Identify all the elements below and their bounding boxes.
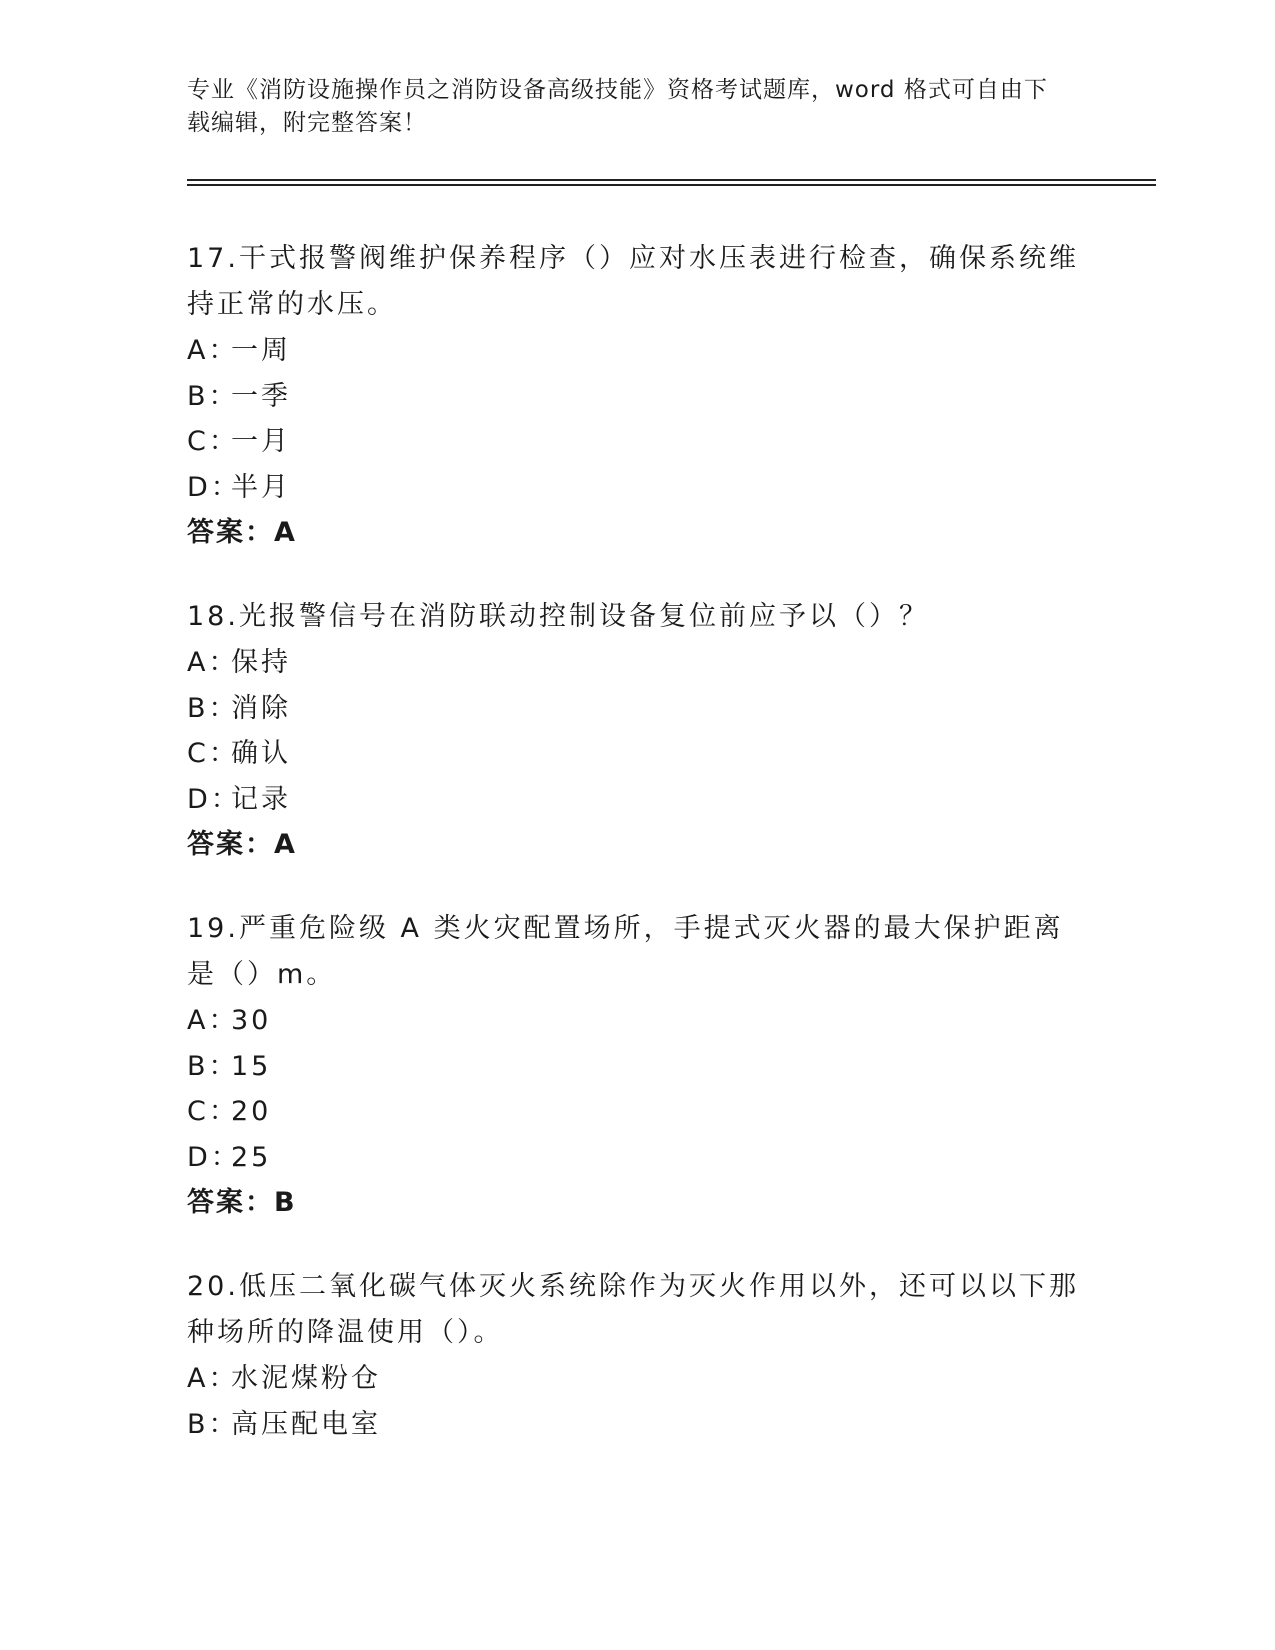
option-letter: C： [187, 738, 239, 769]
option-b [187, 1402, 1087, 1448]
option-b [187, 374, 1087, 420]
option-letter: B： [187, 1050, 239, 1082]
option-text: 15 [231, 1050, 272, 1082]
question-stem: 18.光报警信号在消防联动控制设备复位前应予以（）？ [187, 601, 929, 632]
option-b [187, 686, 1087, 732]
question-stem: 19.严重危险级 A 类火灾配置场所，手提式灭火器的最大保护距离是（）m。 [187, 913, 1064, 990]
option-a [187, 328, 1087, 374]
option-b [187, 1044, 1087, 1090]
option-text: 一月 [231, 426, 291, 457]
option-text: 记录 [231, 783, 291, 815]
option-letter: C： [187, 426, 239, 457]
option-letter: D： [187, 471, 241, 503]
answer-line: 答案：A [187, 829, 297, 860]
option-letter: A： [187, 1363, 239, 1394]
option-text: 一周 [231, 335, 291, 366]
option-text: 20 [231, 1096, 272, 1127]
option-letter: B： [187, 380, 239, 412]
question-item [187, 236, 1087, 556]
option-d [187, 465, 1087, 511]
question-item [187, 1264, 1087, 1447]
option-c [187, 1089, 1087, 1135]
option-letter: C： [187, 1096, 239, 1127]
question-item [187, 594, 1087, 868]
header-divider-top [187, 179, 1156, 181]
question-stem: 17.干式报警阀维护保养程序（）应对水压表进行检查，确保系统维持正常的水压。 [187, 243, 1079, 320]
question-item [187, 906, 1087, 1226]
answer-line: 答案：A [187, 517, 297, 548]
option-text: 一季 [231, 380, 291, 412]
option-a [187, 1356, 1087, 1402]
answer-line: 答案：B [187, 1187, 297, 1218]
option-a [187, 998, 1087, 1044]
option-c [187, 731, 1087, 777]
option-text: 高压配电室 [231, 1408, 381, 1440]
option-text: 确认 [231, 738, 291, 769]
option-letter: A： [187, 647, 239, 678]
option-text: 30 [231, 1005, 272, 1036]
option-d [187, 777, 1087, 823]
option-letter: A： [187, 335, 239, 366]
option-c [187, 419, 1087, 465]
option-text: 水泥煤粉仓 [231, 1363, 381, 1394]
option-letter: B： [187, 1408, 239, 1440]
header-divider-bottom [187, 184, 1156, 186]
option-text: 半月 [231, 471, 291, 503]
option-a [187, 640, 1087, 686]
option-letter: A： [187, 1005, 239, 1036]
question-stem: 20.低压二氧化碳气体灭火系统除作为灭火作用以外，还可以以下那种场所的降温使用（）。 [187, 1271, 1079, 1348]
option-text: 25 [231, 1141, 272, 1173]
question-list [187, 236, 1087, 1485]
option-d [187, 1135, 1087, 1181]
option-letter: D： [187, 1141, 241, 1173]
option-letter: D： [187, 783, 241, 815]
option-letter: B： [187, 692, 239, 724]
document-header: 专业《消防设施操作员之消防设备高级技能》资格考试题库，word 格式可自由下载编辑，附完整答案！ [187, 77, 1048, 136]
option-text: 保持 [231, 647, 291, 678]
option-text: 消除 [231, 692, 291, 724]
